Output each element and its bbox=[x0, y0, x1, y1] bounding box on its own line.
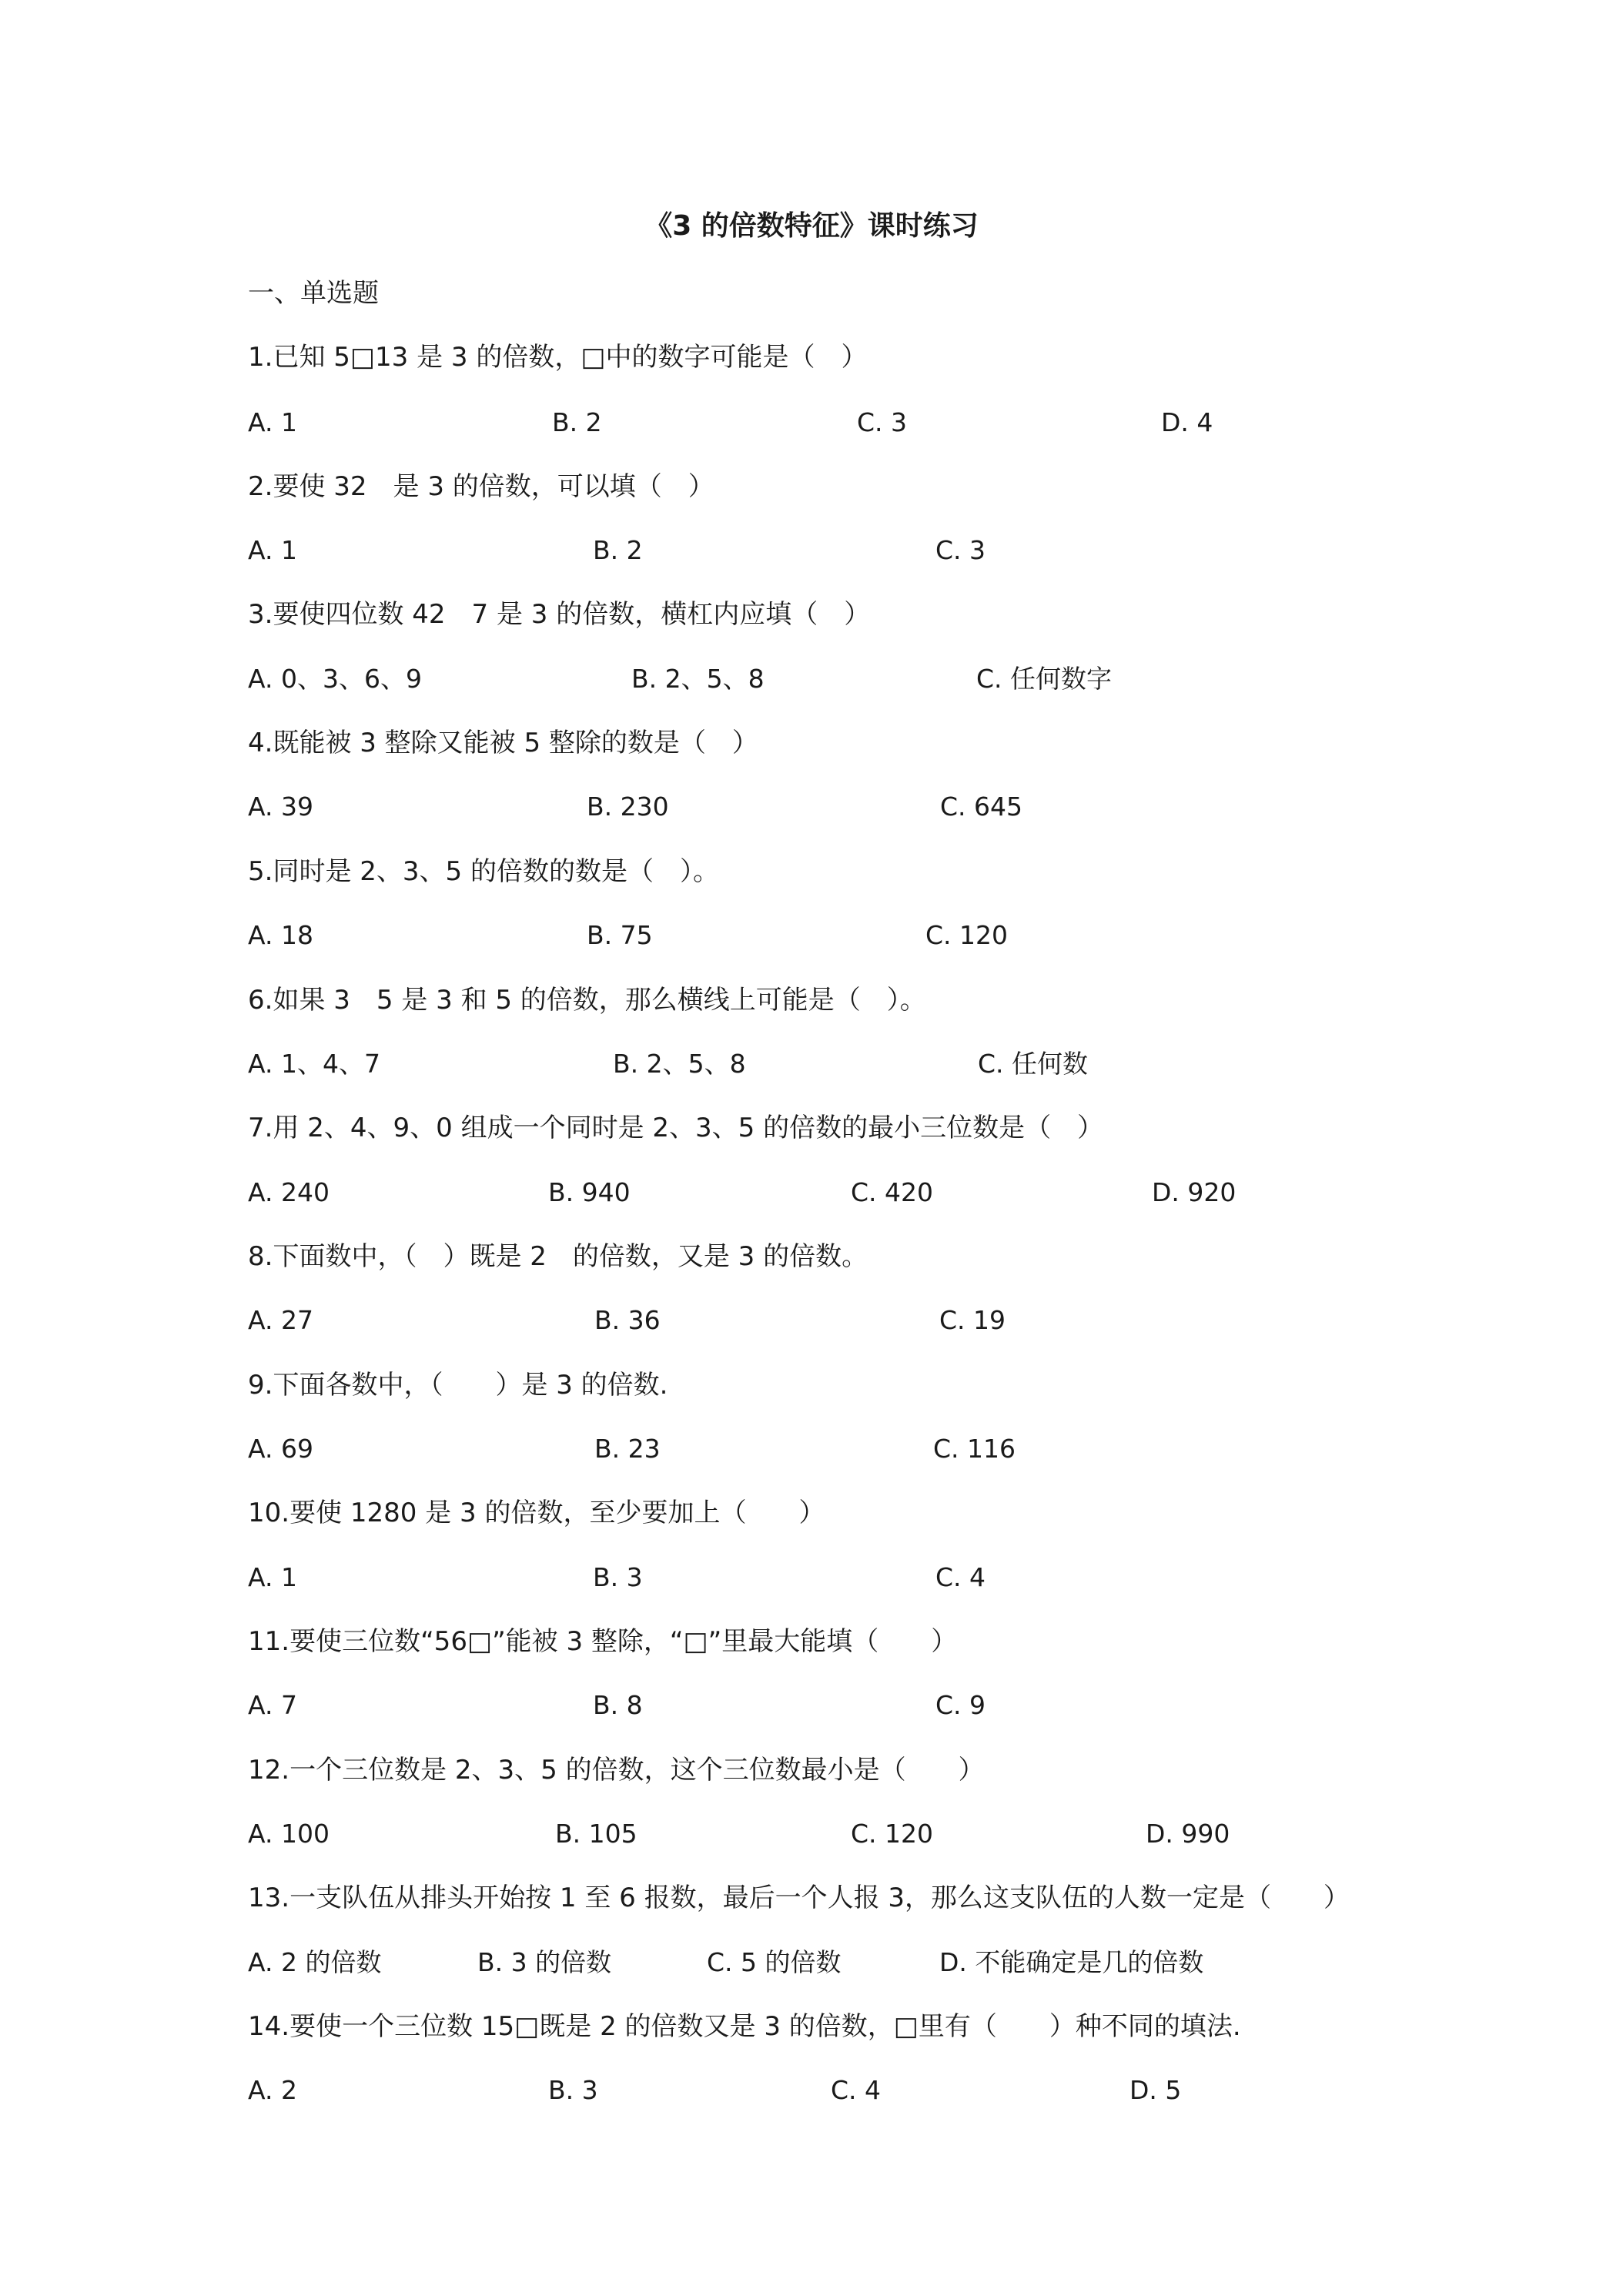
question-10: 10.要使 1280 是 3 的倍数，至少要加上（ ） bbox=[248, 1498, 825, 1528]
q10-option-a: A. 1 bbox=[248, 1562, 297, 1592]
q1-option-a: A. 1 bbox=[248, 407, 297, 437]
q2-option-b: B. 2 bbox=[593, 535, 643, 565]
q10-option-c: C. 4 bbox=[935, 1562, 986, 1592]
q4-option-c: C. 645 bbox=[940, 792, 1023, 822]
q1-option-d: D. 4 bbox=[1161, 407, 1213, 437]
q9-option-c: C. 116 bbox=[933, 1434, 1016, 1464]
q4-option-b: B. 230 bbox=[587, 792, 669, 822]
question-13: 13.一支队伍从排头开始按 1 至 6 报数，最后一个人报 3，那么这支队伍的人数一定是（ ） bbox=[248, 1883, 1350, 1913]
question-8: 8.下面数中，（ ）既是 2 的倍数，又是 3 的倍数。 bbox=[248, 1241, 868, 1272]
q14-option-c: C. 4 bbox=[831, 2075, 882, 2105]
q12-option-a: A. 100 bbox=[248, 1819, 330, 1849]
q3-option-b: B. 2、5、8 bbox=[631, 664, 765, 694]
q7-option-b: B. 940 bbox=[548, 1177, 631, 1207]
q5-option-c: C. 120 bbox=[925, 920, 1009, 950]
question-7: 7.用 2、4、9、0 组成一个同时是 2、3、5 的倍数的最小三位数是（ ） bbox=[248, 1113, 1104, 1143]
question-3: 3.要使四位数 42 7 是 3 的倍数，横杠内应填（ ） bbox=[248, 599, 871, 630]
q8-option-b: B. 36 bbox=[594, 1305, 661, 1335]
question-6: 6.如果 3 5 是 3 和 5 的倍数，那么横线上可能是（ ）。 bbox=[248, 985, 926, 1016]
question-5: 5.同时是 2、3、5 的倍数的数是（ ）。 bbox=[248, 856, 719, 887]
q14-option-a: A. 2 bbox=[248, 2075, 297, 2105]
q3-option-c: C. 任何数字 bbox=[976, 664, 1113, 694]
q9-option-b: B. 23 bbox=[594, 1434, 661, 1464]
question-2: 2.要使 32 是 3 的倍数，可以填（ ） bbox=[248, 471, 714, 502]
q7-option-c: C. 420 bbox=[851, 1177, 934, 1207]
q11-option-b: B. 8 bbox=[593, 1690, 643, 1720]
q13-option-c: C. 5 的倍数 bbox=[707, 1947, 842, 1977]
question-14: 14.要使一个三位数 15□既是 2 的倍数又是 3 的倍数，□里有（ ）种不同的填法. bbox=[248, 2011, 1241, 2042]
q2-option-c: C. 3 bbox=[935, 535, 986, 565]
q5-option-b: B. 75 bbox=[587, 920, 653, 950]
q9-option-a: A. 69 bbox=[248, 1434, 313, 1464]
q13-option-d: D. 不能确定是几的倍数 bbox=[939, 1947, 1204, 1977]
q11-option-c: C. 9 bbox=[935, 1690, 986, 1720]
q12-option-b: B. 105 bbox=[555, 1819, 637, 1849]
question-9: 9.下面各数中，（ ）是 3 的倍数. bbox=[248, 1370, 668, 1401]
question-12: 12.一个三位数是 2、3、5 的倍数，这个三位数最小是（ ） bbox=[248, 1755, 985, 1786]
page-title: 《3 的倍数特征》课时练习 bbox=[644, 210, 979, 242]
q6-option-c: C. 任何数 bbox=[978, 1049, 1089, 1079]
q4-option-a: A. 39 bbox=[248, 792, 313, 822]
q7-option-d: D. 920 bbox=[1152, 1177, 1236, 1207]
question-1: 1.已知 5□13 是 3 的倍数，□中的数字可能是（ ） bbox=[248, 342, 868, 373]
q11-option-a: A. 7 bbox=[248, 1690, 297, 1720]
q1-option-c: C. 3 bbox=[857, 407, 908, 437]
q6-option-a: A. 1、4、7 bbox=[248, 1049, 380, 1079]
q3-option-a: A. 0、3、6、9 bbox=[248, 664, 422, 694]
section-heading: 一、单选题 bbox=[248, 278, 379, 309]
q6-option-b: B. 2、5、8 bbox=[613, 1049, 746, 1079]
q10-option-b: B. 3 bbox=[593, 1562, 643, 1592]
question-4: 4.既能被 3 整除又能被 5 整除的数是（ ） bbox=[248, 728, 758, 758]
q8-option-a: A. 27 bbox=[248, 1305, 313, 1335]
question-11: 11.要使三位数“56□”能被 3 整除，“□”里最大能填（ ） bbox=[248, 1626, 958, 1657]
q14-option-b: B. 3 bbox=[548, 2075, 598, 2105]
q7-option-a: A. 240 bbox=[248, 1177, 330, 1207]
q12-option-c: C. 120 bbox=[851, 1819, 934, 1849]
q12-option-d: D. 990 bbox=[1146, 1819, 1230, 1849]
q8-option-c: C. 19 bbox=[939, 1305, 1006, 1335]
q14-option-d: D. 5 bbox=[1129, 2075, 1182, 2105]
q13-option-a: A. 2 的倍数 bbox=[248, 1947, 382, 1977]
q1-option-b: B. 2 bbox=[552, 407, 602, 437]
q2-option-a: A. 1 bbox=[248, 535, 297, 565]
q5-option-a: A. 18 bbox=[248, 920, 313, 950]
q13-option-b: B. 3 的倍数 bbox=[477, 1947, 612, 1977]
